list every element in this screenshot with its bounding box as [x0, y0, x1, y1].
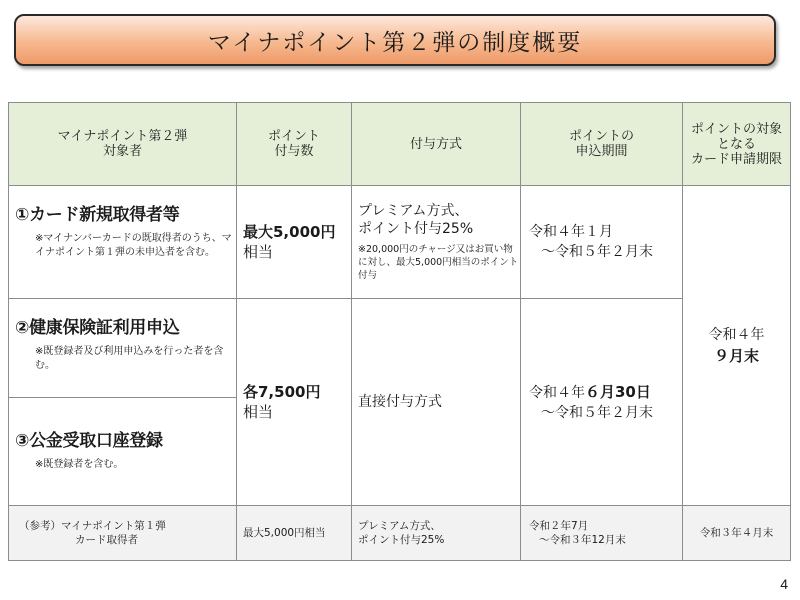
header-deadline: ポイントの対象 となる カード申請期限 — [683, 103, 791, 186]
header-period: ポイントの 申込期間 — [521, 103, 683, 186]
deadline-month: ９月末 — [713, 346, 759, 365]
page-title: マイナポイント第２弾の制度概要 — [207, 29, 583, 56]
period-cell: 令和４年６月30日 ～令和５年２月末 — [521, 299, 683, 506]
header-points: ポイント 付与数 — [237, 103, 352, 186]
method-cell: 直接付与方式 — [352, 299, 521, 506]
page-number: 4 — [780, 576, 788, 592]
points-cell — [237, 299, 352, 506]
period-cell: 令和４年１月 ～令和５年２月末 — [521, 186, 683, 299]
target-cell — [9, 398, 237, 506]
reference-target: （参考）マイナポイント第１弾 カード取得者 — [9, 506, 237, 561]
reference-deadline: 令和３年４月末 — [683, 506, 791, 561]
target-cell — [9, 299, 237, 398]
header-target: マイナポイント第２弾 対象者 — [9, 103, 237, 186]
table-row — [9, 186, 791, 299]
method-cell: プレミアム方式、 ポイント付与25% ※20,000円のチャージ又はお買い物に対し、最大5,000円相当のポイント付与 — [352, 186, 521, 299]
target-note: ※既登録者及び利用申込みを行った者を含む。 — [35, 346, 224, 371]
header-method: 付与方式 — [352, 103, 521, 186]
target-name: ③公金受取口座登録 — [15, 431, 163, 451]
target-cell — [9, 186, 237, 299]
overview-table — [8, 102, 791, 561]
reference-method: プレミアム方式、 ポイント付与25% — [352, 506, 521, 561]
deadline-cell: 令和４年 ９月末 — [683, 186, 791, 506]
reference-period: 令和２年7月 ～令和３年12月末 — [521, 506, 683, 561]
method-note: ※20,000円のチャージ又はお買い物に対し、最大5,000円相当のポイント付与 — [358, 244, 519, 281]
target-name: ①カード新規取得者等 — [15, 205, 180, 225]
reference-row — [9, 506, 791, 561]
target-note: ※マイナンバーカードの既取得者のうち、マイナポイント第１弾の未申込者を含む。 — [35, 233, 232, 258]
target-name: ②健康保険証利用申込 — [15, 318, 180, 338]
points-amount: 各7,500円 — [243, 383, 321, 401]
title-banner — [14, 14, 776, 66]
header-row — [9, 103, 791, 186]
target-note: ※既登録者を含む。 — [35, 459, 124, 470]
reference-points: 最大5,000円相当 — [237, 506, 352, 561]
points-unit: 相当 — [243, 243, 274, 261]
table-row — [9, 299, 791, 398]
points-cell — [237, 186, 352, 299]
points-amount: 最大5,000円 — [243, 223, 336, 241]
points-unit: 相当 — [243, 403, 274, 421]
